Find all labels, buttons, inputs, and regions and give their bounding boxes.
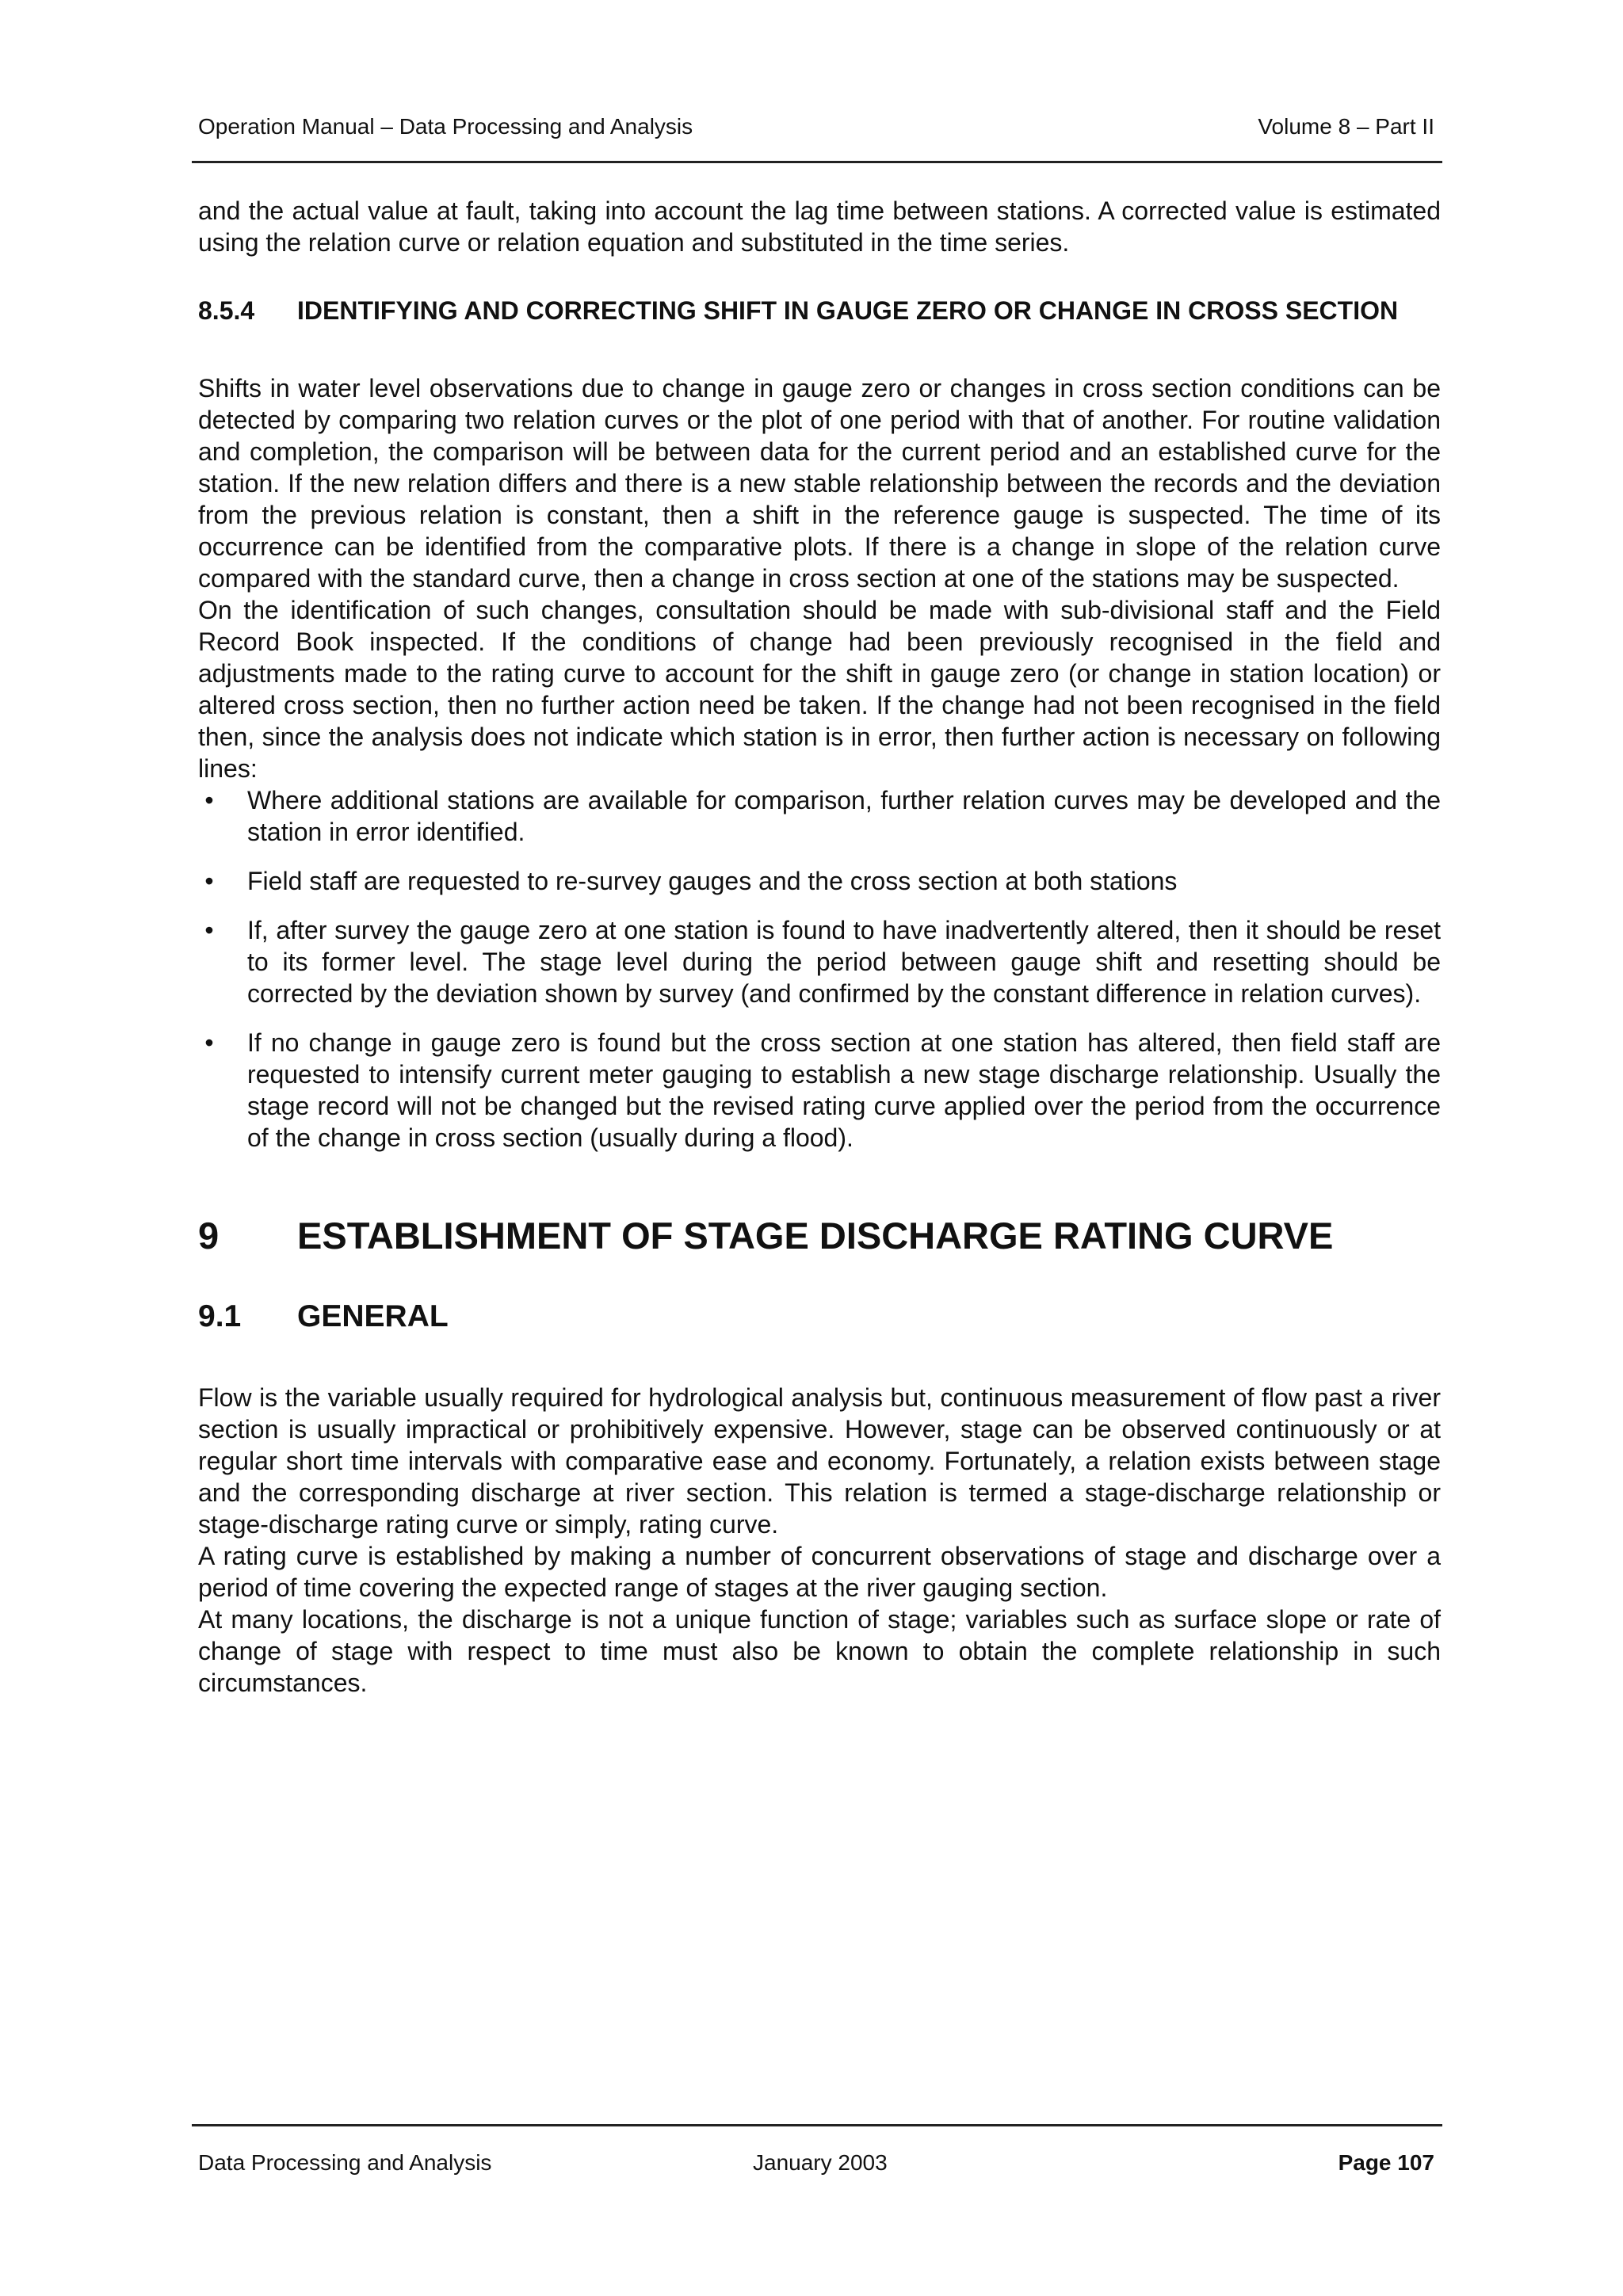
chapter-title: ESTABLISHMENT OF STAGE DISCHARGE RATING CURVE [297,1215,1334,1257]
footer-divider [192,2124,1442,2126]
header-title: Operation Manual – Data Processing and Analysis [198,114,693,139]
list-item-text: If no change in gauge zero is found but the cross section at one station has altered, then field staff are requested to intensify current meter gauging to establish a new stage discharge relationship. Usually the stage record will not be changed but the revised rating curve applied over the period from the occurrence of the change in cross section (usually during a flood). [247,1028,1441,1152]
section-title: GENERAL [297,1299,449,1333]
list-item [198,914,1441,1009]
bullet-icon: • [204,916,214,944]
section-number: 8.5.4 [198,296,255,325]
intro-paragraph: and the actual value at fault, taking into account the lag time between stations. A corrected value is estimated using the relation curve or relation equation and substituted in the time series. [198,196,1441,257]
list-item [198,784,1441,848]
footer-date: January 2003 [753,2150,888,2175]
paragraph: A rating curve is established by making a number of concurrent observations of stage and discharge over a period of time covering the expected range of stages at the river gauging section. [198,1542,1441,1602]
header-divider [192,161,1442,163]
footer-title: Data Processing and Analysis [198,2150,492,2175]
paragraph: At many locations, the discharge is not a unique function of stage; variables such as surface slope or rate of change of stage with respect to time must also be known to obtain the complete relationship in such circumstances. [198,1605,1441,1697]
list-item-text: Field staff are requested to re-survey gauges and the cross section at both stations [247,867,1178,895]
page-footer [198,2147,1434,2179]
chapter-9-heading [198,1214,1441,1258]
list-item [198,865,1441,897]
page-number: Page 107 [1338,2150,1434,2175]
list-item-text: If, after survey the gauge zero at one station is found to have inadvertently altered, then it should be reset to its former level. The stage level during the period between gauge shift and resetting should be corrected by the deviation shown by survey (and confirmed by the constant difference in relation curves). [247,916,1441,1008]
action-bullet-list [198,784,1441,1154]
paragraph: Flow is the variable usually required for hydrological analysis but, continuous measurement of flow past a river section is usually impractical or prohibitively expensive. However, stage can be observed continuously or at regular short time intervals with comparative ease and economy. Fortunately, a relation exists between stage and the corresponding discharge at river section. This relation is termed a stage-discharge relationship or stage-discharge rating curve or simply, rating curve. [198,1383,1441,1539]
header-volume: Volume 8 – Part II [1258,114,1434,139]
section-title: IDENTIFYING AND CORRECTING SHIFT IN GAUGE ZERO OR CHANGE IN CROSS SECTION [297,296,1399,325]
chapter-number: 9 [198,1215,220,1257]
list-item-text: Where additional stations are available for comparison, further relation curves may be developed and the station in error identified. [247,786,1441,846]
section-9-1-heading [198,1298,1441,1336]
list-item [198,1027,1441,1154]
paragraph: Shifts in water level observations due to change in gauge zero or changes in cross section conditions can be detected by comparing two relation curves or the plot of one period with that of another. For routine validation and completion, the comparison will be between data for the current period and an established curve for the station. If the new relation differs and there is a new stable relationship between the records and the deviation from the previous relation is constant, then a shift in the reference gauge is suspected. The time of its occurrence can be identified from the comparative plots. If there is a change in slope of the relation curve compared with the standard curve, then a change in cross section at one of the stations may be suspected. [198,374,1441,593]
bullet-icon: • [204,786,214,814]
paragraph: On the identification of such changes, consultation should be made with sub-divisional staff and the Field Record Book inspected. If the conditions of change had been previously recognised in the field and adjustments made to the rating curve to account for the shift in gauge zero (or change in station location) or altered cross section, then no further action need be taken. If the change had not been recognised in the field then, since the analysis does not indicate which station is in error, then further action is necessary on following lines: [198,596,1441,783]
bullet-icon: • [204,1028,214,1057]
page-header [198,111,1434,143]
section-number: 9.1 [198,1299,242,1333]
bullet-icon: • [204,867,214,895]
section-8-5-4-heading [198,295,1441,326]
page-content [198,195,1441,1699]
